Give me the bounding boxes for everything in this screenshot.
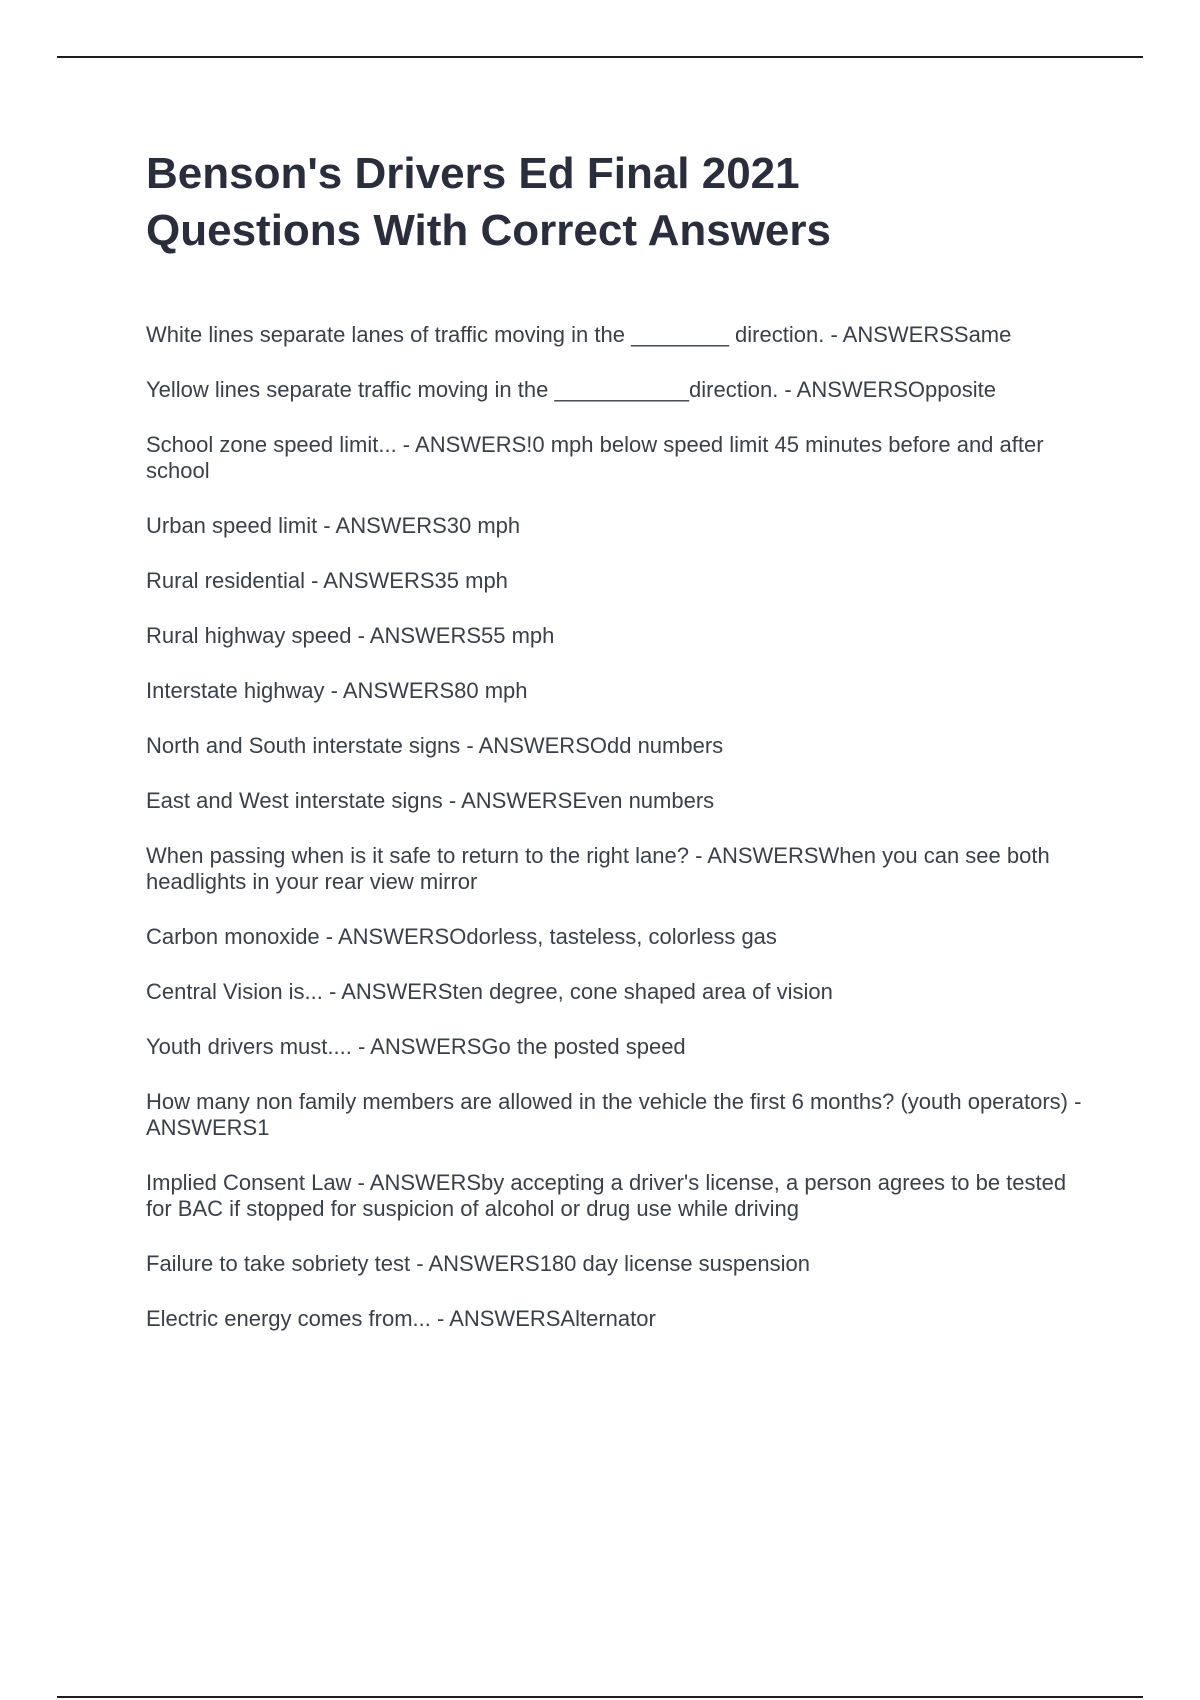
qa-item: Electric energy comes from... - ANSWERSAlternator — [146, 1306, 656, 1331]
qa-item: Youth drivers must.... - ANSWERSGo the posted speed — [146, 1034, 686, 1059]
title-line-1: Benson's Drivers Ed Final 2021 — [146, 149, 800, 198]
qa-item: Urban speed limit - ANSWERS30 mph — [146, 513, 521, 538]
qa-list — [146, 322, 1096, 1332]
qa-item: White lines separate lanes of traffic moving in the ________ direction. - ANSWERSSame — [146, 322, 1012, 347]
title-line-2: Questions With Correct Answers — [146, 206, 831, 255]
qa-item: Rural residential - ANSWERS35 mph — [146, 568, 508, 593]
top-rule — [57, 56, 1143, 58]
document-title — [146, 145, 1096, 259]
qa-item: Interstate highway - ANSWERS80 mph — [146, 678, 528, 703]
qa-item: East and West interstate signs - ANSWERSEven numbers — [146, 788, 715, 813]
qa-item: Implied Consent Law - ANSWERSby accepting a driver's license, a person agrees to be tested for BAC if stopped for suspicion of alcohol or drug use while driving — [146, 1170, 1067, 1221]
qa-item: North and South interstate signs - ANSWERSOdd numbers — [146, 733, 724, 758]
qa-item: How many non family members are allowed in the vehicle the first 6 months? (youth operators) - ANSWERS1 — [146, 1089, 1082, 1140]
qa-item: Yellow lines separate traffic moving in the ___________direction. - ANSWERSOpposite — [146, 377, 996, 402]
qa-item: When passing when is it safe to return to the right lane? - ANSWERSWhen you can see both headlights in your rear view mirror — [146, 843, 1050, 894]
qa-item: Carbon monoxide - ANSWERSOdorless, tasteless, colorless gas — [146, 924, 777, 949]
qa-item: School zone speed limit... - ANSWERS!0 mph below speed limit 45 minutes before and after school — [146, 432, 1044, 483]
bottom-rule — [57, 1696, 1143, 1698]
qa-item: Failure to take sobriety test - ANSWERS180 day license suspension — [146, 1251, 810, 1276]
document-body — [146, 145, 1096, 1361]
qa-item: Central Vision is... - ANSWERSten degree, cone shaped area of vision — [146, 979, 833, 1004]
qa-item: Rural highway speed - ANSWERS55 mph — [146, 623, 555, 648]
